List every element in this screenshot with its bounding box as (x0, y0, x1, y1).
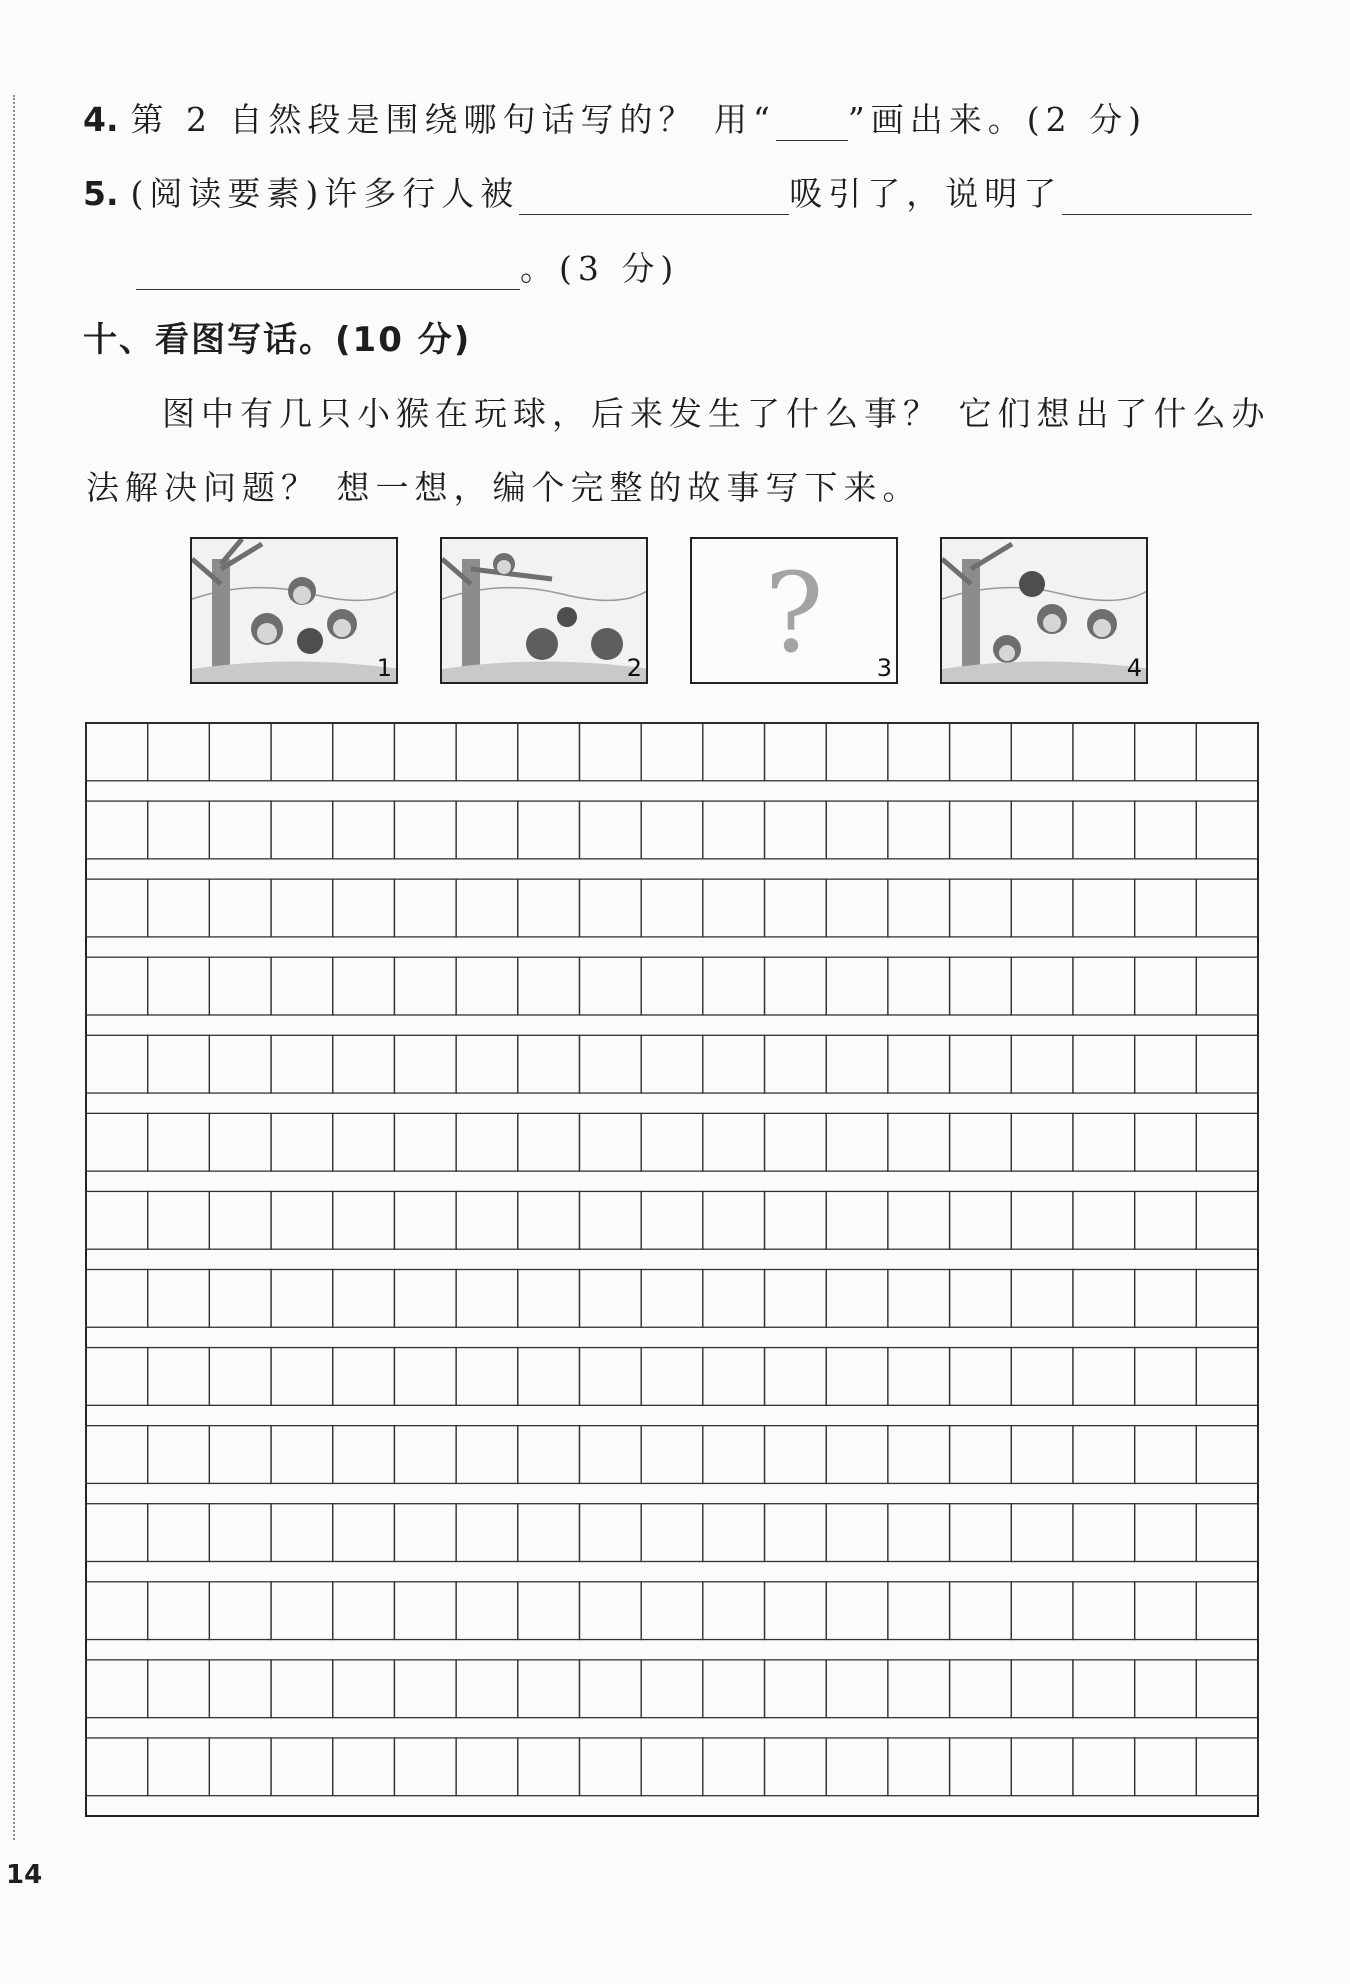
grid-cell[interactable] (703, 1426, 765, 1484)
grid-cell[interactable] (456, 1660, 518, 1718)
grid-cell[interactable] (703, 1035, 765, 1093)
grid-cell[interactable] (394, 1348, 456, 1406)
grid-cell[interactable] (703, 1113, 765, 1171)
grid-cell[interactable] (1011, 957, 1073, 1015)
grid-cell[interactable] (765, 1035, 827, 1093)
grid-cell[interactable] (456, 1113, 518, 1171)
grid-cell[interactable] (456, 1348, 518, 1406)
grid-cell[interactable] (456, 1191, 518, 1249)
grid-row[interactable] (86, 1191, 1258, 1249)
grid-cell[interactable] (950, 1113, 1012, 1171)
grid-cell[interactable] (826, 1426, 888, 1484)
grid-cell[interactable] (1011, 1035, 1073, 1093)
grid-cell[interactable] (456, 801, 518, 859)
page-number: 14 (6, 1860, 43, 1890)
grid-cell[interactable] (1011, 1113, 1073, 1171)
grid-row[interactable] (86, 1035, 1258, 1093)
grid-cell[interactable] (579, 1660, 641, 1718)
grid-cell[interactable] (271, 1504, 333, 1562)
grid-cell[interactable] (394, 1270, 456, 1328)
grid-cell[interactable] (86, 1191, 148, 1249)
grid-cell[interactable] (703, 723, 765, 781)
grid-cell[interactable] (888, 1504, 950, 1562)
grid-cell[interactable] (209, 957, 271, 1015)
grid-cell[interactable] (888, 1348, 950, 1406)
grid-cell[interactable] (641, 723, 703, 781)
grid-cell[interactable] (394, 1660, 456, 1718)
grid-row[interactable] (86, 1348, 1258, 1406)
grid-cell[interactable] (209, 723, 271, 781)
grid-cell[interactable] (456, 879, 518, 937)
grid-row[interactable] (86, 1270, 1258, 1328)
grid-cell[interactable] (888, 957, 950, 1015)
grid-cell[interactable] (765, 879, 827, 937)
grid-cell[interactable] (641, 1191, 703, 1249)
grid-cell[interactable] (456, 1582, 518, 1640)
grid-cell[interactable] (1011, 1582, 1073, 1640)
grid-cell[interactable] (888, 1660, 950, 1718)
grid-cell[interactable] (333, 1660, 395, 1718)
grid-cell[interactable] (1011, 1504, 1073, 1562)
grid-cell[interactable] (1135, 801, 1197, 859)
grid-cell[interactable] (518, 879, 580, 937)
grid-cell[interactable] (641, 801, 703, 859)
grid-cell[interactable] (271, 1191, 333, 1249)
grid-cell[interactable] (1196, 879, 1258, 937)
grid-cell[interactable] (579, 1426, 641, 1484)
grid-cell[interactable] (826, 801, 888, 859)
grid-cell[interactable] (765, 801, 827, 859)
grid-cell[interactable] (394, 1035, 456, 1093)
grid-cell[interactable] (394, 1738, 456, 1796)
grid-cell[interactable] (1196, 1348, 1258, 1406)
grid-cell[interactable] (1011, 1738, 1073, 1796)
question-number: 5. (83, 174, 119, 213)
grid-cell[interactable] (1196, 1582, 1258, 1640)
grid-row[interactable] (86, 1113, 1258, 1171)
grid-cell[interactable] (148, 1348, 210, 1406)
grid-cell[interactable] (456, 1426, 518, 1484)
grid-cell[interactable] (148, 1582, 210, 1640)
grid-cell[interactable] (456, 1504, 518, 1562)
grid-cell[interactable] (333, 1270, 395, 1328)
grid-row[interactable] (86, 957, 1258, 1015)
grid-cell[interactable] (579, 879, 641, 937)
grid-cell[interactable] (1011, 723, 1073, 781)
grid-cell[interactable] (641, 1270, 703, 1328)
grid-cell[interactable] (703, 879, 765, 937)
grid-row[interactable] (86, 801, 1258, 859)
grid-cell[interactable] (1011, 1426, 1073, 1484)
grid-cell[interactable] (333, 1113, 395, 1171)
grid-cell[interactable] (765, 1113, 827, 1171)
grid-cell[interactable] (1011, 1191, 1073, 1249)
grid-cell[interactable] (518, 1191, 580, 1249)
grid-cell[interactable] (1073, 1426, 1135, 1484)
grid-cell[interactable] (888, 1738, 950, 1796)
grid-cell[interactable] (703, 1738, 765, 1796)
grid-cell[interactable] (1073, 1348, 1135, 1406)
grid-cell[interactable] (394, 1582, 456, 1640)
grid-cell[interactable] (148, 879, 210, 937)
picture-number: 4 (1126, 654, 1142, 682)
grid-cell[interactable] (1196, 1270, 1258, 1328)
grid-cell[interactable] (765, 1738, 827, 1796)
grid-cell[interactable] (394, 1113, 456, 1171)
grid-cell[interactable] (1135, 957, 1197, 1015)
grid-cell[interactable] (518, 1582, 580, 1640)
grid-cell[interactable] (950, 1660, 1012, 1718)
grid-cell[interactable] (1196, 1035, 1258, 1093)
grid-cell[interactable] (271, 1582, 333, 1640)
grid-cell[interactable] (271, 801, 333, 859)
grid-cell[interactable] (148, 957, 210, 1015)
grid-cell[interactable] (950, 1582, 1012, 1640)
grid-cell[interactable] (703, 1191, 765, 1249)
grid-cell[interactable] (641, 1582, 703, 1640)
grid-cell[interactable] (826, 723, 888, 781)
grid-cell[interactable] (271, 1113, 333, 1171)
question-text-middle: 吸引了，说明了 (789, 174, 1063, 213)
grid-row[interactable] (86, 1660, 1258, 1718)
grid-cell[interactable] (1011, 801, 1073, 859)
grid-cell[interactable] (579, 1738, 641, 1796)
grid-cell[interactable] (579, 957, 641, 1015)
grid-cell[interactable] (1135, 1270, 1197, 1328)
grid-cell[interactable] (579, 1582, 641, 1640)
grid-cell[interactable] (1073, 1738, 1135, 1796)
section-heading: 十、看图写话。(10 分) (83, 320, 472, 360)
grid-cell[interactable] (765, 1582, 827, 1640)
grid-cell[interactable] (1196, 1113, 1258, 1171)
grid-cell[interactable] (888, 801, 950, 859)
grid-cell[interactable] (456, 723, 518, 781)
grid-row[interactable] (86, 1738, 1258, 1796)
grid-cell[interactable] (826, 1035, 888, 1093)
grid-cell[interactable] (950, 1738, 1012, 1796)
grid-cell[interactable] (579, 1348, 641, 1406)
grid-cell[interactable] (765, 1660, 827, 1718)
grid-cell[interactable] (1196, 1738, 1258, 1796)
grid-cell[interactable] (518, 801, 580, 859)
writing-prompt-line-2: 法解决问题？ 想一想，编个完整的故事写下来。 (86, 468, 922, 507)
grid-cell[interactable] (394, 879, 456, 937)
grid-cell[interactable] (333, 879, 395, 937)
grid-cell[interactable] (703, 801, 765, 859)
grid-cell[interactable] (950, 879, 1012, 937)
grid-cell[interactable] (148, 1270, 210, 1328)
grid-cell[interactable] (333, 1426, 395, 1484)
grid-cell[interactable] (826, 1738, 888, 1796)
grid-cell[interactable] (518, 1348, 580, 1406)
grid-cell[interactable] (579, 801, 641, 859)
grid-cell[interactable] (333, 1738, 395, 1796)
grid-cell[interactable] (1073, 1113, 1135, 1171)
grid-cell[interactable] (1073, 1582, 1135, 1640)
grid-cell[interactable] (271, 879, 333, 937)
grid-cell[interactable] (826, 1348, 888, 1406)
grid-cell[interactable] (888, 1582, 950, 1640)
grid-cell[interactable] (1135, 879, 1197, 937)
grid-cell[interactable] (209, 1426, 271, 1484)
grid-cell[interactable] (1135, 723, 1197, 781)
grid-cell[interactable] (209, 1738, 271, 1796)
grid-cell[interactable] (518, 1426, 580, 1484)
grid-cell[interactable] (148, 1660, 210, 1718)
grid-cell[interactable] (394, 801, 456, 859)
grid-cell[interactable] (271, 1660, 333, 1718)
grid-cell[interactable] (1135, 1738, 1197, 1796)
grid-cell[interactable] (826, 957, 888, 1015)
grid-cell[interactable] (86, 1270, 148, 1328)
grid-cell[interactable] (86, 1582, 148, 1640)
grid-cell[interactable] (148, 1738, 210, 1796)
grid-cell[interactable] (641, 879, 703, 937)
grid-cell[interactable] (703, 1582, 765, 1640)
grid-cell[interactable] (148, 801, 210, 859)
grid-cell[interactable] (148, 723, 210, 781)
grid-cell[interactable] (641, 1035, 703, 1093)
grid-cell[interactable] (888, 1191, 950, 1249)
grid-cell[interactable] (826, 1113, 888, 1171)
grid-cell[interactable] (826, 1660, 888, 1718)
grid-cell[interactable] (518, 1660, 580, 1718)
grid-cell[interactable] (641, 1348, 703, 1406)
picture-number: 2 (626, 654, 642, 682)
grid-cell[interactable] (579, 723, 641, 781)
grid-cell[interactable] (1196, 1191, 1258, 1249)
grid-cell[interactable] (86, 801, 148, 859)
grid-cell[interactable] (209, 1582, 271, 1640)
grid-cell[interactable] (86, 879, 148, 937)
grid-cell[interactable] (148, 1035, 210, 1093)
grid-cell[interactable] (394, 723, 456, 781)
grid-cell[interactable] (703, 1660, 765, 1718)
grid-cell[interactable] (950, 1191, 1012, 1249)
grid-cell[interactable] (703, 1504, 765, 1562)
grid-cell[interactable] (1135, 1191, 1197, 1249)
grid-cell[interactable] (641, 1113, 703, 1171)
grid-cell[interactable] (1073, 1191, 1135, 1249)
grid-cell[interactable] (86, 1426, 148, 1484)
grid-cell[interactable] (209, 1191, 271, 1249)
grid-cell[interactable] (271, 1270, 333, 1328)
grid-cell[interactable] (765, 957, 827, 1015)
grid-cell[interactable] (579, 1113, 641, 1171)
grid-cell[interactable] (394, 1191, 456, 1249)
grid-cell[interactable] (86, 1504, 148, 1562)
grid-cell[interactable] (1073, 879, 1135, 937)
grid-cell[interactable] (333, 1191, 395, 1249)
grid-cell[interactable] (86, 957, 148, 1015)
grid-cell[interactable] (209, 1504, 271, 1562)
grid-cell[interactable] (518, 723, 580, 781)
grid-cell[interactable] (86, 1035, 148, 1093)
grid-cell[interactable] (1073, 1270, 1135, 1328)
grid-cell[interactable] (333, 1582, 395, 1640)
grid-cell[interactable] (826, 1582, 888, 1640)
grid-cell[interactable] (888, 723, 950, 781)
grid-cell[interactable] (950, 723, 1012, 781)
grid-cell[interactable] (456, 957, 518, 1015)
grid-cell[interactable] (333, 801, 395, 859)
grid-cell[interactable] (1135, 1426, 1197, 1484)
grid-cell[interactable] (579, 1035, 641, 1093)
grid-cell[interactable] (703, 957, 765, 1015)
grid-cell[interactable] (271, 1035, 333, 1093)
grid-cell[interactable] (1135, 1582, 1197, 1640)
grid-cell[interactable] (1196, 957, 1258, 1015)
grid-cell[interactable] (209, 879, 271, 937)
grid-cell[interactable] (209, 1035, 271, 1093)
grid-cell[interactable] (1011, 1348, 1073, 1406)
grid-cell[interactable] (1196, 1660, 1258, 1718)
grid-cell[interactable] (394, 1504, 456, 1562)
grid-cell[interactable] (518, 1738, 580, 1796)
grid-cell[interactable] (1196, 801, 1258, 859)
grid-cell[interactable] (826, 1504, 888, 1562)
grid-cell[interactable] (703, 1348, 765, 1406)
grid-cell[interactable] (1135, 1348, 1197, 1406)
grid-cell[interactable] (765, 1426, 827, 1484)
grid-cell[interactable] (1073, 957, 1135, 1015)
grid-cell[interactable] (333, 1035, 395, 1093)
grid-cell[interactable] (209, 1348, 271, 1406)
writing-prompt-line-1: 图中有几只小猴在玩球，后来发生了什么事？ 它们想出了什么办 (162, 394, 1271, 433)
grid-cell[interactable] (1135, 1113, 1197, 1171)
question-text-end: ”画出来。(2 分) (847, 100, 1147, 139)
grid-cell[interactable] (148, 1113, 210, 1171)
grid-cell[interactable] (641, 1504, 703, 1562)
grid-cell[interactable] (209, 1660, 271, 1718)
grid-cell[interactable] (703, 1270, 765, 1328)
grid-cell[interactable] (888, 1113, 950, 1171)
grid-cell[interactable] (1011, 1270, 1073, 1328)
grid-cell[interactable] (950, 801, 1012, 859)
grid-row[interactable] (86, 723, 1258, 781)
grid-cell[interactable] (1135, 1504, 1197, 1562)
grid-cell[interactable] (765, 1504, 827, 1562)
grid-row[interactable] (86, 1426, 1258, 1484)
grid-cell[interactable] (765, 1270, 827, 1328)
grid-cell[interactable] (765, 1348, 827, 1406)
grid-cell[interactable] (333, 957, 395, 1015)
grid-cell[interactable] (1073, 801, 1135, 859)
grid-cell[interactable] (765, 723, 827, 781)
grid-cell[interactable] (765, 1191, 827, 1249)
grid-cell[interactable] (394, 957, 456, 1015)
question-text-end: 。(3 分) (520, 249, 680, 288)
grid-cell[interactable] (641, 1426, 703, 1484)
grid-cell[interactable] (1196, 1426, 1258, 1484)
grid-cell[interactable] (1135, 1035, 1197, 1093)
grid-cell[interactable] (950, 1348, 1012, 1406)
grid-cell[interactable] (456, 1738, 518, 1796)
grid-cell[interactable] (888, 1270, 950, 1328)
grid-cell[interactable] (86, 1738, 148, 1796)
grid-cell[interactable] (148, 1191, 210, 1249)
grid-cell[interactable] (1073, 1504, 1135, 1562)
grid-cell[interactable] (826, 1270, 888, 1328)
grid-cell[interactable] (1073, 1660, 1135, 1718)
grid-cell[interactable] (950, 1426, 1012, 1484)
grid-cell[interactable] (1011, 879, 1073, 937)
grid-cell[interactable] (1135, 1660, 1197, 1718)
grid-row[interactable] (86, 879, 1258, 937)
grid-cell[interactable] (518, 1035, 580, 1093)
grid-cell[interactable] (86, 1348, 148, 1406)
grid-row[interactable] (86, 1582, 1258, 1640)
grid-cell[interactable] (333, 1348, 395, 1406)
picture-number: 1 (376, 654, 392, 682)
grid-cell[interactable] (86, 1113, 148, 1171)
grid-cell[interactable] (641, 1660, 703, 1718)
grid-cell[interactable] (950, 957, 1012, 1015)
grid-cell[interactable] (333, 1504, 395, 1562)
grid-cell[interactable] (950, 1035, 1012, 1093)
grid-cell[interactable] (209, 801, 271, 859)
grid-cell[interactable] (1196, 1504, 1258, 1562)
grid-cell[interactable] (579, 1191, 641, 1249)
grid-cell[interactable] (826, 1191, 888, 1249)
question-mark-icon: ? (764, 549, 824, 677)
grid-cell[interactable] (579, 1504, 641, 1562)
grid-cell[interactable] (209, 1113, 271, 1171)
grid-cell[interactable] (271, 957, 333, 1015)
grid-cell[interactable] (1011, 1660, 1073, 1718)
grid-cell[interactable] (579, 1270, 641, 1328)
grid-cell[interactable] (518, 1113, 580, 1171)
question-text: 第 2 自然段是围绕哪句话写的？ 用“ (130, 100, 776, 139)
grid-cell[interactable] (518, 1504, 580, 1562)
question-number: 4. (83, 100, 119, 139)
grid-cell[interactable] (1073, 1035, 1135, 1093)
picture-number: 3 (876, 654, 892, 682)
grid-cell[interactable] (888, 879, 950, 937)
grid-cell[interactable] (456, 1270, 518, 1328)
grid-cell[interactable] (518, 1270, 580, 1328)
grid-cell[interactable] (888, 1426, 950, 1484)
grid-cell[interactable] (86, 723, 148, 781)
grid-cell[interactable] (950, 1270, 1012, 1328)
grid-cell[interactable] (518, 957, 580, 1015)
grid-row[interactable] (86, 1504, 1258, 1562)
grid-cell[interactable] (394, 1426, 456, 1484)
grid-cell[interactable] (1196, 723, 1258, 781)
grid-cell[interactable] (148, 1504, 210, 1562)
grid-cell[interactable] (271, 1426, 333, 1484)
question-text: (阅读要素)许多行人被 (130, 174, 520, 213)
grid-cell[interactable] (456, 1035, 518, 1093)
grid-cell[interactable] (333, 723, 395, 781)
grid-cell[interactable] (1073, 723, 1135, 781)
grid-cell[interactable] (888, 1035, 950, 1093)
grid-cell[interactable] (86, 1660, 148, 1718)
grid-cell[interactable] (950, 1504, 1012, 1562)
grid-cell[interactable] (209, 1270, 271, 1328)
grid-cell[interactable] (641, 1738, 703, 1796)
grid-cell[interactable] (826, 879, 888, 937)
grid-cell[interactable] (271, 723, 333, 781)
grid-cell[interactable] (271, 1348, 333, 1406)
grid-cell[interactable] (148, 1426, 210, 1484)
grid-cell[interactable] (641, 957, 703, 1015)
grid-cell[interactable] (271, 1738, 333, 1796)
